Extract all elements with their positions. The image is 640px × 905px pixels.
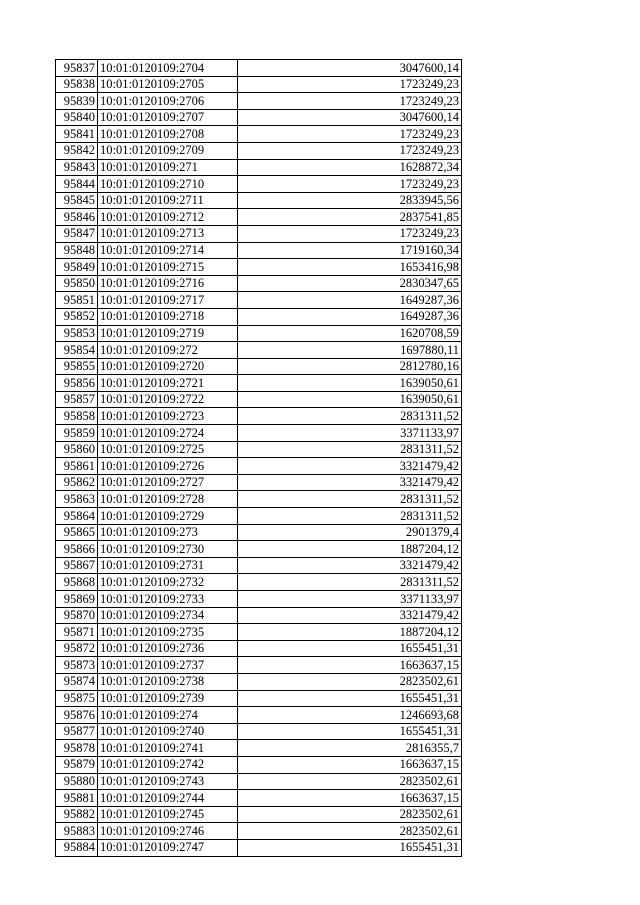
row-id-cell: 95850 [56,275,98,292]
table-row [56,740,462,757]
row-id-cell: 95847 [56,225,98,242]
table-row [56,773,462,790]
row-id-cell: 95846 [56,209,98,226]
cadastral-number-cell: 10:01:0120109:272 [98,342,238,359]
table-row [56,308,462,325]
row-id-cell: 95870 [56,607,98,624]
cadastral-number-cell: 10:01:0120109:2713 [98,225,238,242]
table-row [56,93,462,110]
value-cell: 2831311,52 [238,408,462,425]
row-id-cell: 95877 [56,723,98,740]
value-cell: 1246693,68 [238,707,462,724]
table-row [56,225,462,242]
row-id-cell: 95869 [56,591,98,608]
value-cell: 1697880,11 [238,342,462,359]
data-table [55,59,462,857]
cadastral-number-cell: 10:01:0120109:2714 [98,242,238,259]
value-cell: 1723249,23 [238,93,462,110]
value-cell: 2831311,52 [238,508,462,525]
table-row [56,524,462,541]
row-id-cell: 95859 [56,425,98,442]
cadastral-number-cell: 10:01:0120109:2743 [98,773,238,790]
value-cell: 3371133,97 [238,425,462,442]
row-id-cell: 95882 [56,806,98,823]
cadastral-number-cell: 10:01:0120109:2712 [98,209,238,226]
cadastral-number-cell: 10:01:0120109:2705 [98,76,238,93]
value-cell: 1655451,31 [238,723,462,740]
value-cell: 2823502,61 [238,773,462,790]
table-row [56,375,462,392]
row-id-cell: 95837 [56,60,98,77]
row-id-cell: 95868 [56,574,98,591]
value-cell: 3047600,14 [238,109,462,126]
value-cell: 1639050,61 [238,375,462,392]
cadastral-number-cell: 10:01:0120109:2709 [98,142,238,159]
table-row [56,275,462,292]
value-cell: 3321479,42 [238,557,462,574]
table-body [56,60,462,857]
value-cell: 3321479,42 [238,458,462,475]
value-cell: 1628872,34 [238,159,462,176]
cadastral-number-cell: 10:01:0120109:2721 [98,375,238,392]
cadastral-number-cell: 10:01:0120109:2730 [98,541,238,558]
value-cell: 1649287,36 [238,308,462,325]
row-id-cell: 95873 [56,657,98,674]
row-id-cell: 95852 [56,308,98,325]
cadastral-number-cell: 10:01:0120109:2728 [98,491,238,508]
table-row [56,109,462,126]
cadastral-number-cell: 10:01:0120109:271 [98,159,238,176]
cadastral-number-cell: 10:01:0120109:2736 [98,640,238,657]
row-id-cell: 95880 [56,773,98,790]
cadastral-number-cell: 10:01:0120109:2729 [98,508,238,525]
row-id-cell: 95844 [56,176,98,193]
cadastral-number-cell: 10:01:0120109:2724 [98,425,238,442]
row-id-cell: 95883 [56,823,98,840]
value-cell: 1663637,15 [238,657,462,674]
row-id-cell: 95884 [56,839,98,856]
value-cell: 1663637,15 [238,790,462,807]
value-cell: 2823502,61 [238,806,462,823]
cadastral-number-cell: 10:01:0120109:2739 [98,690,238,707]
cadastral-number-cell: 10:01:0120109:2717 [98,292,238,309]
row-id-cell: 95851 [56,292,98,309]
cadastral-number-cell: 10:01:0120109:2723 [98,408,238,425]
cadastral-number-cell: 10:01:0120109:273 [98,524,238,541]
cadastral-number-cell: 10:01:0120109:2740 [98,723,238,740]
value-cell: 2830347,65 [238,275,462,292]
row-id-cell: 95842 [56,142,98,159]
table-row [56,76,462,93]
row-id-cell: 95856 [56,375,98,392]
table-row [56,60,462,77]
row-id-cell: 95872 [56,640,98,657]
value-cell: 3321479,42 [238,607,462,624]
cadastral-number-cell: 10:01:0120109:2720 [98,358,238,375]
cadastral-number-cell: 10:01:0120109:2731 [98,557,238,574]
table-row [56,358,462,375]
cadastral-number-cell: 10:01:0120109:2738 [98,673,238,690]
table-row [56,176,462,193]
value-cell: 1887204,12 [238,541,462,558]
value-cell: 1723249,23 [238,142,462,159]
table-row [56,142,462,159]
row-id-cell: 95860 [56,441,98,458]
row-id-cell: 95874 [56,673,98,690]
value-cell: 2831311,52 [238,441,462,458]
table-row [56,159,462,176]
table-row [56,723,462,740]
table-row [56,790,462,807]
cadastral-number-cell: 10:01:0120109:2732 [98,574,238,591]
cadastral-number-cell: 10:01:0120109:2722 [98,391,238,408]
cadastral-number-cell: 10:01:0120109:2710 [98,176,238,193]
table-row [56,491,462,508]
cadastral-number-cell: 10:01:0120109:2715 [98,259,238,276]
row-id-cell: 95838 [56,76,98,93]
cadastral-number-cell: 10:01:0120109:2716 [98,275,238,292]
cadastral-number-cell: 10:01:0120109:2744 [98,790,238,807]
row-id-cell: 95862 [56,474,98,491]
cadastral-number-cell: 10:01:0120109:2706 [98,93,238,110]
cadastral-number-cell: 10:01:0120109:2707 [98,109,238,126]
value-cell: 1655451,31 [238,690,462,707]
cadastral-number-cell: 10:01:0120109:2733 [98,591,238,608]
value-cell: 1723249,23 [238,176,462,193]
table-row [56,640,462,657]
cadastral-number-cell: 10:01:0120109:2747 [98,839,238,856]
row-id-cell: 95875 [56,690,98,707]
row-id-cell: 95878 [56,740,98,757]
value-cell: 2901379,4 [238,524,462,541]
table-row [56,707,462,724]
value-cell: 1649287,36 [238,292,462,309]
value-cell: 1639050,61 [238,391,462,408]
value-cell: 3047600,14 [238,60,462,77]
value-cell: 1723249,23 [238,225,462,242]
cadastral-number-cell: 10:01:0120109:2711 [98,192,238,209]
row-id-cell: 95840 [56,109,98,126]
value-cell: 1719160,34 [238,242,462,259]
row-id-cell: 95843 [56,159,98,176]
row-id-cell: 95863 [56,491,98,508]
table-row [56,325,462,342]
table-row [56,259,462,276]
value-cell: 2823502,61 [238,823,462,840]
row-id-cell: 95867 [56,557,98,574]
value-cell: 1663637,15 [238,756,462,773]
table-row [56,425,462,442]
row-id-cell: 95864 [56,508,98,525]
row-id-cell: 95861 [56,458,98,475]
table-row [56,690,462,707]
table-row [56,192,462,209]
cadastral-number-cell: 10:01:0120109:2745 [98,806,238,823]
table-row [56,591,462,608]
row-id-cell: 95839 [56,93,98,110]
table-row [56,574,462,591]
row-id-cell: 95857 [56,391,98,408]
table-row [56,342,462,359]
row-id-cell: 95848 [56,242,98,259]
value-cell: 1723249,23 [238,76,462,93]
table-row [56,541,462,558]
value-cell: 2816355,7 [238,740,462,757]
table-row [56,607,462,624]
value-cell: 3371133,97 [238,591,462,608]
table-row [56,474,462,491]
value-cell: 1655451,31 [238,640,462,657]
table-row [56,508,462,525]
cadastral-number-cell: 10:01:0120109:2734 [98,607,238,624]
value-cell: 1655451,31 [238,839,462,856]
table-row [56,209,462,226]
table-row [56,823,462,840]
value-cell: 3321479,42 [238,474,462,491]
table-row [56,624,462,641]
value-cell: 1887204,12 [238,624,462,641]
table-row [56,756,462,773]
table-row [56,673,462,690]
cadastral-number-cell: 10:01:0120109:2719 [98,325,238,342]
cadastral-number-cell: 10:01:0120109:2718 [98,308,238,325]
table-row [56,242,462,259]
cadastral-number-cell: 10:01:0120109:2735 [98,624,238,641]
row-id-cell: 95853 [56,325,98,342]
value-cell: 1723249,23 [238,126,462,143]
table-row [56,126,462,143]
value-cell: 1653416,98 [238,259,462,276]
table-row [56,557,462,574]
value-cell: 2812780,16 [238,358,462,375]
row-id-cell: 95858 [56,408,98,425]
table-row [56,441,462,458]
value-cell: 2833945,56 [238,192,462,209]
cadastral-number-cell: 10:01:0120109:2704 [98,60,238,77]
cadastral-number-cell: 10:01:0120109:2742 [98,756,238,773]
table-row [56,839,462,856]
cadastral-number-cell: 10:01:0120109:2708 [98,126,238,143]
cadastral-number-cell: 10:01:0120109:2741 [98,740,238,757]
value-cell: 2831311,52 [238,574,462,591]
cadastral-number-cell: 10:01:0120109:2746 [98,823,238,840]
row-id-cell: 95866 [56,541,98,558]
row-id-cell: 95876 [56,707,98,724]
cadastral-number-cell: 10:01:0120109:2725 [98,441,238,458]
value-cell: 2831311,52 [238,491,462,508]
row-id-cell: 95879 [56,756,98,773]
row-id-cell: 95871 [56,624,98,641]
row-id-cell: 95881 [56,790,98,807]
table-row [56,458,462,475]
row-id-cell: 95865 [56,524,98,541]
value-cell: 1620708,59 [238,325,462,342]
table-row [56,408,462,425]
table-row [56,292,462,309]
value-cell: 2837541,85 [238,209,462,226]
value-cell: 2823502,61 [238,673,462,690]
cadastral-number-cell: 10:01:0120109:2726 [98,458,238,475]
row-id-cell: 95854 [56,342,98,359]
table-row [56,806,462,823]
table-row [56,391,462,408]
row-id-cell: 95855 [56,358,98,375]
cadastral-number-cell: 10:01:0120109:2737 [98,657,238,674]
cadastral-number-cell: 10:01:0120109:274 [98,707,238,724]
row-id-cell: 95841 [56,126,98,143]
row-id-cell: 95845 [56,192,98,209]
row-id-cell: 95849 [56,259,98,276]
table-row [56,657,462,674]
cadastral-number-cell: 10:01:0120109:2727 [98,474,238,491]
